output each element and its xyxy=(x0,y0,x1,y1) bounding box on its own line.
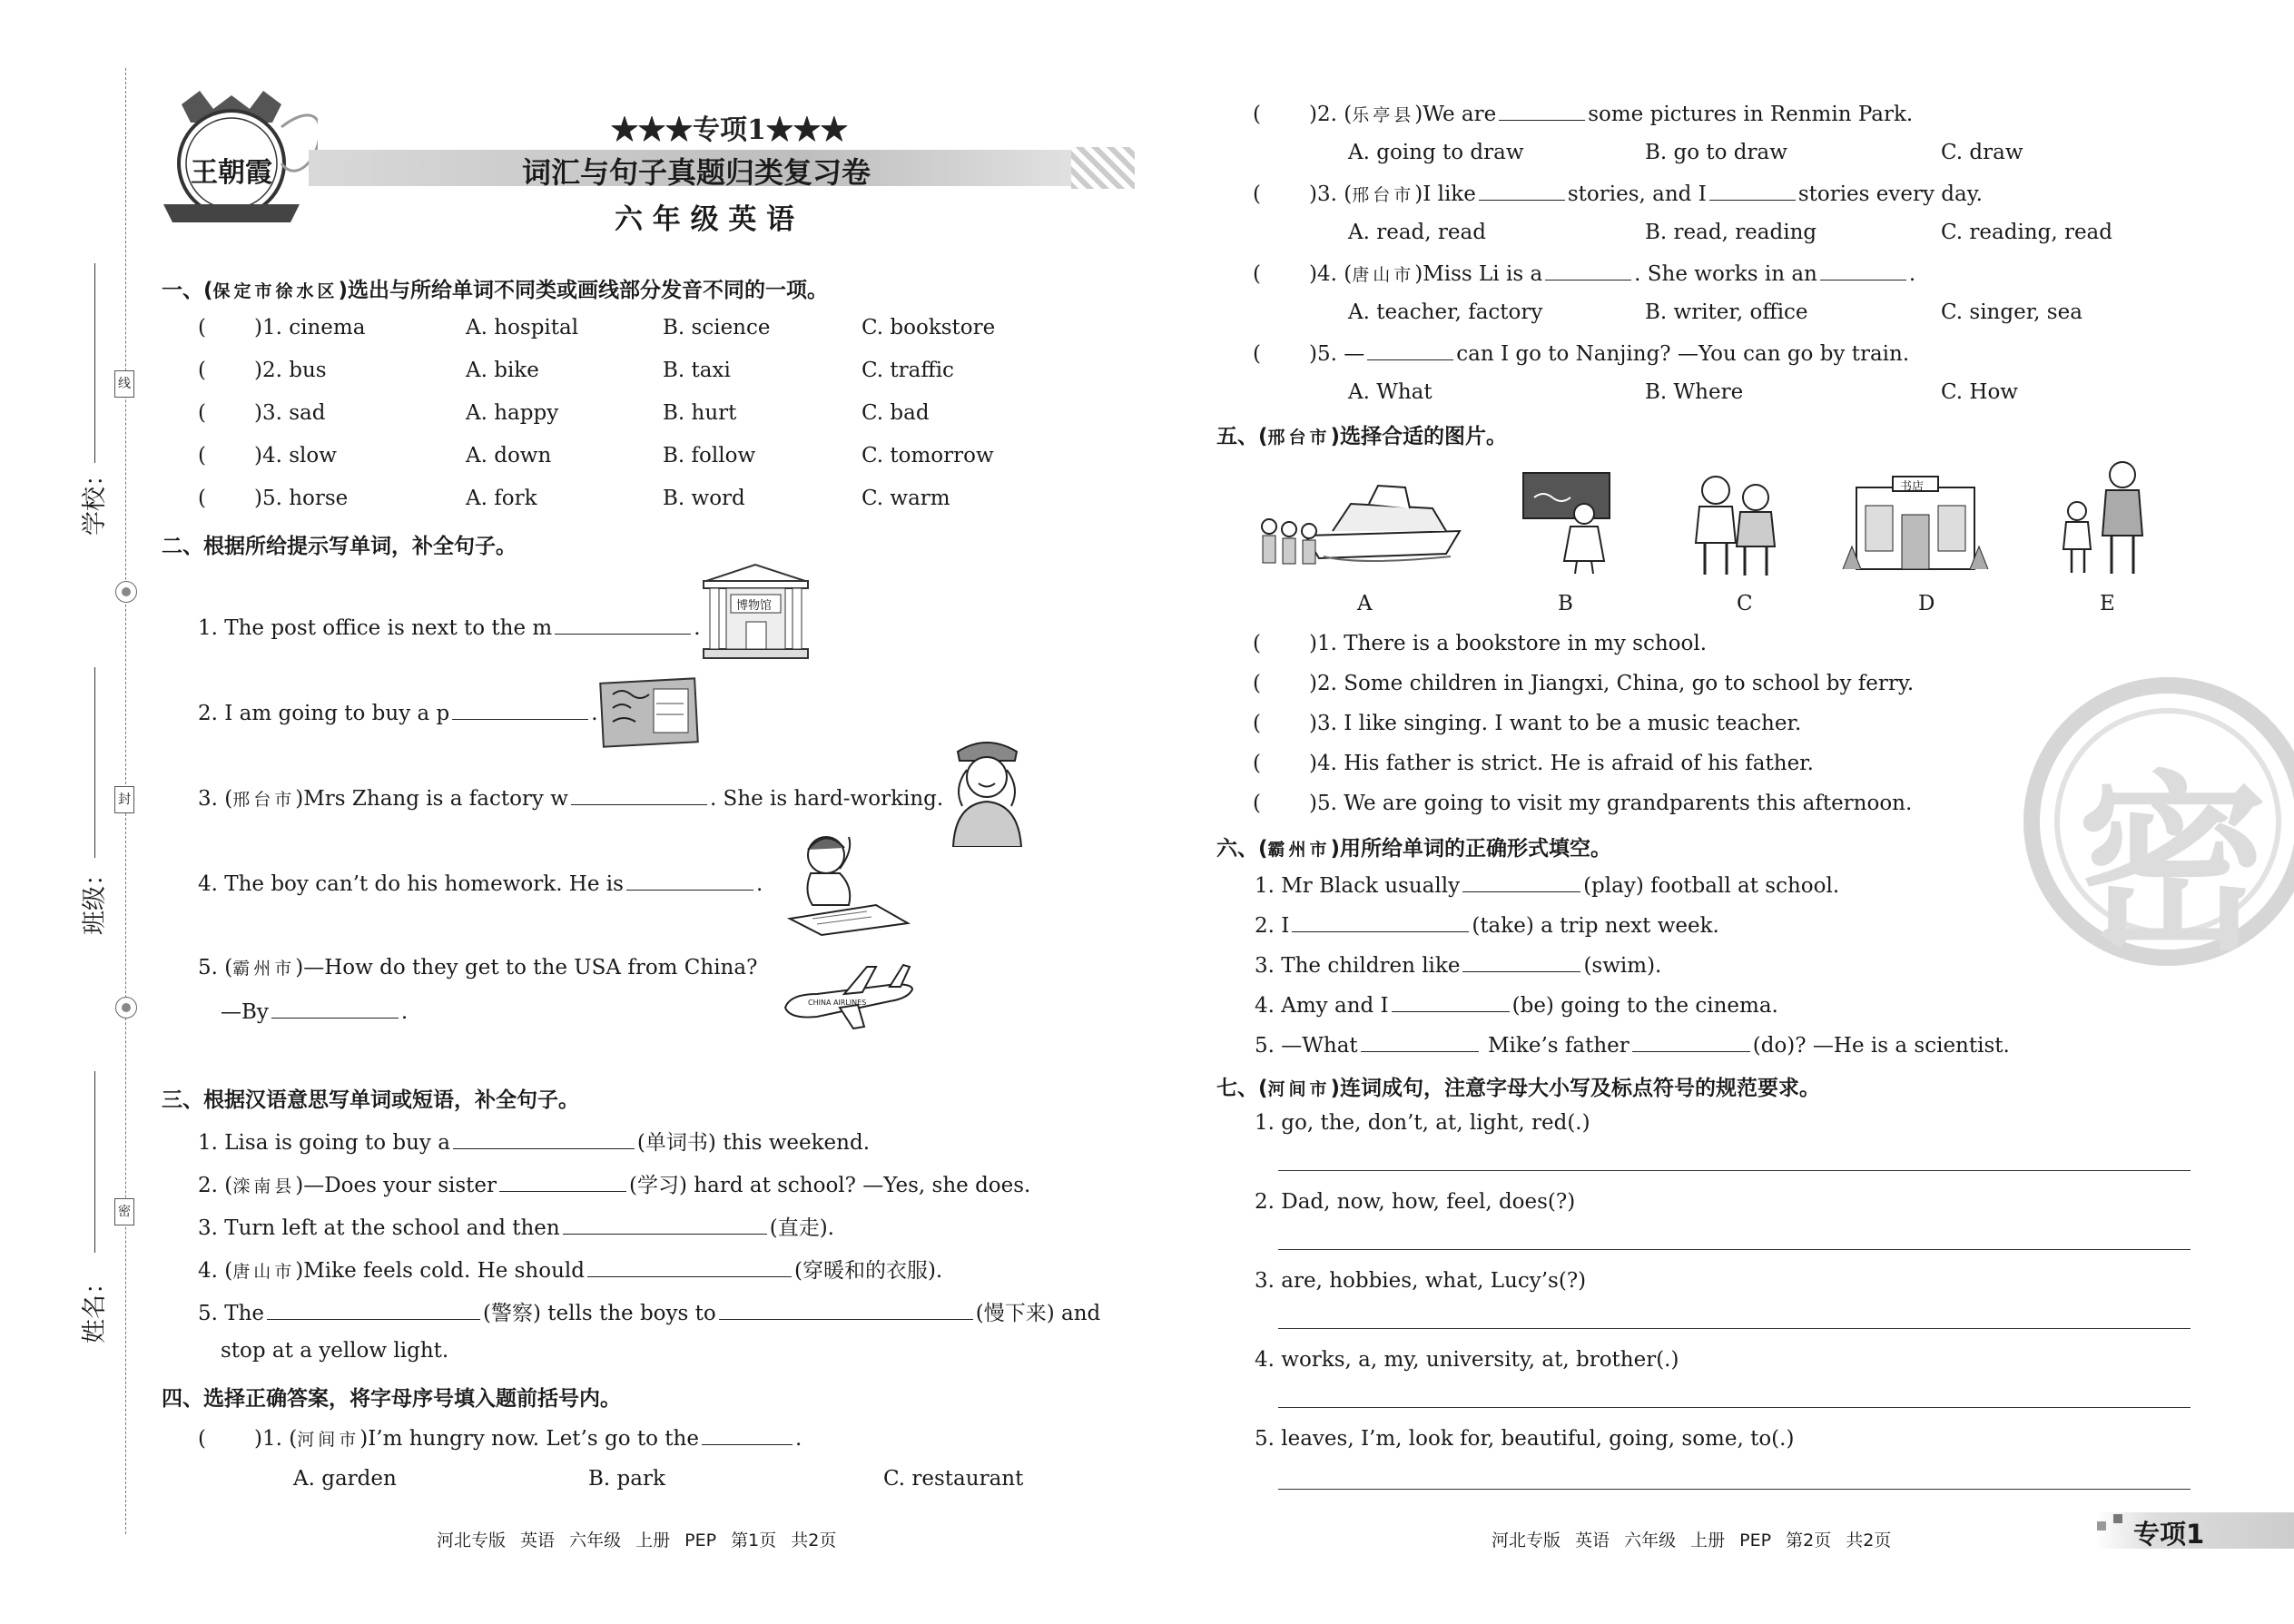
s3-q5: 5. The (警察) tells the boys to (慢下来) and xyxy=(198,1296,1100,1326)
s4-q5-c[interactable]: C. How xyxy=(1941,380,2018,404)
s6-q1-blank[interactable] xyxy=(1462,871,1580,892)
s7-q2: 2. Dad, now, how, feel, does(?) xyxy=(1255,1190,1576,1214)
picture-label-e: E xyxy=(2100,592,2115,615)
s4-q2: ( )2. (乐亭县)We are some pictures in Renmin Park. xyxy=(1253,100,1913,126)
s6-q5-blank1[interactable] xyxy=(1361,1031,1479,1052)
s4-q2-c[interactable]: C. draw xyxy=(1941,141,2023,164)
s4-q5-a[interactable]: A. What xyxy=(1348,380,1433,404)
postcard-image xyxy=(599,676,699,753)
picture-label-a: A xyxy=(1357,592,1373,615)
s4-q2-b[interactable]: B. go to draw xyxy=(1645,141,1787,164)
name-label: 姓名： xyxy=(81,1270,109,1343)
s3-q5-line2: stop at a yellow light. xyxy=(221,1339,449,1363)
boy-homework-image xyxy=(785,828,912,940)
mark-line: 线 xyxy=(114,370,134,398)
s1-q1-word: )1. cinema xyxy=(254,316,366,340)
footer-badge-square xyxy=(2113,1514,2122,1523)
watermark-text: 密 xyxy=(2077,754,2269,977)
s1-q2-b[interactable]: B. taxi xyxy=(663,359,731,382)
s4-q3-c[interactable]: C. reading, read xyxy=(1941,221,2112,244)
picture-c-father-son xyxy=(1690,470,1781,581)
plane-image xyxy=(781,958,917,1034)
page-title: 词汇与句子真题归类复习卷 xyxy=(522,155,871,190)
section7-heading: 七、(河间市)连词成句，注意字母大小写及标点符号的规范要求。 xyxy=(1216,1077,1821,1100)
picture-label-d: D xyxy=(1918,592,1935,615)
s3-q4: 4. (唐山市)Mike feels cold. He should (穿暖和的衣服). xyxy=(198,1254,942,1284)
picture-e-strict-father xyxy=(2059,458,2154,580)
s5-q1: ( )1. There is a bookstore in my school. xyxy=(1253,632,1708,655)
s7-q5-answer-line[interactable] xyxy=(1278,1489,2191,1490)
s4-q4-b[interactable]: B. writer, office xyxy=(1645,300,1808,324)
museum-sign: 博物馆 xyxy=(736,599,773,613)
s6-q4: 4. Amy and I (be) going to the cinema. xyxy=(1255,991,1778,1018)
s3-q1-blank[interactable] xyxy=(453,1128,635,1149)
s5-q3: ( )3. I like singing. I want to be a music teacher. xyxy=(1253,712,1802,735)
s7-q1-answer-line[interactable] xyxy=(1278,1170,2191,1171)
section3-heading: 三、根据汉语意思写单词或短语，补全句子。 xyxy=(162,1088,579,1112)
s1-q5-a[interactable]: A. fork xyxy=(466,487,537,510)
s6-q3: 3. The children like (swim). xyxy=(1255,951,1661,978)
s1-q5-word: )5. horse xyxy=(254,487,349,510)
name-line[interactable] xyxy=(94,1071,95,1253)
s1-row-2: ( )2. bus xyxy=(198,359,327,382)
s2-q5-line2: —By . xyxy=(221,998,408,1024)
s6-q5: 5. —What Mike’s father (do)? —He is a scientist. xyxy=(1255,1031,2010,1058)
s4-q3: ( )3. (邢台市)I like stories, and I stories every day. xyxy=(1253,180,1983,206)
s6-q1: 1. Mr Black usually (play) football at school. xyxy=(1255,871,1839,898)
s3-q2-blank[interactable] xyxy=(499,1171,626,1192)
s4-q1-a[interactable]: A. garden xyxy=(293,1467,397,1491)
s4-q4-a[interactable]: A. teacher, factory xyxy=(1348,300,1543,324)
class-line[interactable] xyxy=(94,667,95,858)
secret-watermark xyxy=(2023,676,2294,977)
s4-q1-c[interactable]: C. restaurant xyxy=(883,1467,1024,1491)
picture-label-c: C xyxy=(1737,592,1753,615)
s1-q3-c[interactable]: C. bad xyxy=(861,401,930,425)
s5-q4: ( )4. His father is strict. He is afraid of his father. xyxy=(1253,752,1814,775)
s4-q3-a[interactable]: A. read, read xyxy=(1348,221,1486,244)
s6-q2-blank[interactable] xyxy=(1292,911,1469,932)
binding-hole xyxy=(115,997,137,1019)
s4-q1-blank[interactable] xyxy=(702,1424,793,1445)
section6-heading: 六、(霸州市)用所给单词的正确形式填空。 xyxy=(1216,837,1612,861)
section1-heading: 一、(保定市徐水区)选出与所给单词不同类或画线部分发音不同的一项。 xyxy=(162,279,829,302)
picture-d-bookstore xyxy=(1838,474,1993,577)
s1-q5-c[interactable]: C. warm xyxy=(861,487,950,510)
footer-right: 河北专版 英语 六年级 上册 PEP 第2页 共2页 xyxy=(1492,1530,1892,1550)
s7-q5: 5. leaves, I’m, look for, beautiful, going, some, to(.) xyxy=(1255,1427,1795,1451)
s3-q2: 2. (滦南县)—Does your sister (学习) hard at school? —Yes, she does. xyxy=(198,1168,1030,1198)
s1-q1-a[interactable]: A. hospital xyxy=(466,316,579,340)
binding-strip xyxy=(0,0,154,1624)
s1-q5-b[interactable]: B. word xyxy=(663,487,745,510)
s4-q4-blank1[interactable] xyxy=(1545,260,1631,281)
s1-q4-c[interactable]: C. tomorrow xyxy=(861,444,994,468)
s3-q1: 1. Lisa is going to buy a (单词书) this weekend. xyxy=(198,1126,870,1156)
s4-q3-blank1[interactable] xyxy=(1479,180,1565,201)
s4-q3-blank2[interactable] xyxy=(1709,180,1796,201)
s1-q2-word: )2. bus xyxy=(254,359,327,382)
s4-q5-b[interactable]: B. Where xyxy=(1645,380,1744,404)
s2-q3-blank[interactable] xyxy=(571,784,707,805)
s6-q3-blank[interactable] xyxy=(1462,951,1580,972)
s4-q4-c[interactable]: C. singer, sea xyxy=(1941,300,2082,324)
s1-q2-a[interactable]: A. bike xyxy=(466,359,539,382)
s1-q3-b[interactable]: B. hurt xyxy=(663,401,737,425)
s2-q3: 3. (邢台市)Mrs Zhang is a factory w . She is hard-working. xyxy=(198,784,943,811)
school-label: 学校： xyxy=(81,462,109,536)
school-line[interactable] xyxy=(94,263,95,463)
s7-q3-answer-line[interactable] xyxy=(1278,1328,2191,1329)
s2-q5: 5. (霸州市)—How do they get to the USA from China? xyxy=(198,956,758,979)
s2-q5-blank[interactable] xyxy=(271,998,399,1019)
footer-badge-square xyxy=(2097,1521,2106,1530)
s4-q4-blank2[interactable] xyxy=(1820,260,1906,281)
s2-q2: 2. I am going to buy a p . xyxy=(198,699,598,725)
footer-badge: 专项1 xyxy=(2133,1519,2205,1550)
s4-q2-blank[interactable] xyxy=(1499,100,1585,121)
s4-q5: ( )5. — can I go to Nanjing? —You can go by train. xyxy=(1253,340,1909,366)
s4-q5-blank[interactable] xyxy=(1367,340,1453,360)
s1-q2-c[interactable]: C. traffic xyxy=(861,359,954,382)
binding-hole xyxy=(115,581,137,603)
s2-q4: 4. The boy can’t do his homework. He is . xyxy=(198,870,763,896)
s3-q5-blank2[interactable] xyxy=(719,1299,973,1320)
banner-pattern xyxy=(1071,147,1135,189)
mark-secret: 密 xyxy=(114,1198,134,1225)
s6-q4-blank[interactable] xyxy=(1392,991,1510,1012)
s3-q4-blank[interactable] xyxy=(587,1256,792,1277)
s1-q1-c[interactable]: C. bookstore xyxy=(861,316,996,340)
s7-q3: 3. are, hobbies, what, Lucy’s(?) xyxy=(1255,1269,1587,1293)
s4-q4: ( )4. (唐山市)Miss Li is a . She works in an . xyxy=(1253,260,1915,286)
section4-heading: 四、选择正确答案，将字母序号填入题前括号内。 xyxy=(162,1387,621,1411)
s1-q4-b[interactable]: B. follow xyxy=(663,444,756,468)
museum-image xyxy=(699,563,812,664)
page-subtitle: 六 年 级 英 语 xyxy=(615,203,795,236)
topic-badge: ★★★专项1★★★ xyxy=(611,114,848,146)
s3-q3: 3. Turn left at the school and then (直走). xyxy=(198,1211,834,1241)
logo-text: 王朝霞 xyxy=(191,157,272,189)
s6-q5-blank2[interactable] xyxy=(1632,1031,1750,1052)
picture-a-ferry xyxy=(1251,468,1469,580)
s2-q2-blank[interactable] xyxy=(452,699,588,720)
s1-q3-a[interactable]: A. happy xyxy=(466,401,559,425)
s2-q1: 1. The post office is next to the m . xyxy=(198,614,701,640)
s7-q4-answer-line[interactable] xyxy=(1278,1407,2191,1408)
s5-q5: ( )5. We are going to visit my grandparents this afternoon. xyxy=(1253,792,1913,815)
s1-q4-a[interactable]: A. down xyxy=(466,444,552,468)
class-label: 班级： xyxy=(81,861,109,935)
s4-q3-b[interactable]: B. read, reading xyxy=(1645,221,1817,244)
worker-image xyxy=(944,733,1030,851)
s3-q3-blank[interactable] xyxy=(563,1214,767,1235)
s7-q4: 4. works, a, my, university, at, brother(.) xyxy=(1255,1348,1679,1372)
s1-row-3: ( )3. sad xyxy=(198,401,326,425)
s1-q1-b[interactable]: B. science xyxy=(663,316,771,340)
s5-q2: ( )2. Some children in Jiangxi, China, go to school by ferry. xyxy=(1253,672,1915,695)
picture-b-teacher xyxy=(1521,470,1616,578)
shop-sign: 书店 xyxy=(1900,480,1925,494)
s4-q1-b[interactable]: B. park xyxy=(588,1467,665,1491)
s7-q1: 1. go, the, don’t, at, light, red(.) xyxy=(1255,1111,1590,1135)
section5-heading: 五、(邢台市)选择合适的图片。 xyxy=(1216,425,1508,448)
section2-heading: 二、根据所给提示写单词，补全句子。 xyxy=(162,535,517,558)
brand-logo xyxy=(145,91,318,240)
s7-q2-answer-line[interactable] xyxy=(1278,1249,2191,1250)
s2-q4-blank[interactable] xyxy=(626,870,753,891)
s3-q5-blank1[interactable] xyxy=(267,1299,480,1320)
s4-q1: ( )1. (河间市)I’m hungry now. Let’s go to the . xyxy=(198,1424,802,1451)
s1-row-4: ( )4. slow xyxy=(198,444,337,468)
s2-q1-blank[interactable] xyxy=(555,614,691,635)
s1-q3-word: )3. sad xyxy=(254,401,326,425)
picture-label-b: B xyxy=(1558,592,1573,615)
mark-seal: 封 xyxy=(114,786,134,813)
footer-left: 河北专版 英语 六年级 上册 PEP 第1页 共2页 xyxy=(437,1530,837,1550)
s1-q4-word: )4. slow xyxy=(254,444,337,468)
plane-text: CHINA AIRLINES xyxy=(808,999,867,1007)
s4-q2-a[interactable]: A. going to draw xyxy=(1348,141,1524,164)
s1-row-1: ( )1. cinema xyxy=(198,316,366,340)
s6-q2: 2. I (take) a trip next week. xyxy=(1255,911,1719,938)
s1-row-5: ( )5. horse xyxy=(198,487,349,510)
